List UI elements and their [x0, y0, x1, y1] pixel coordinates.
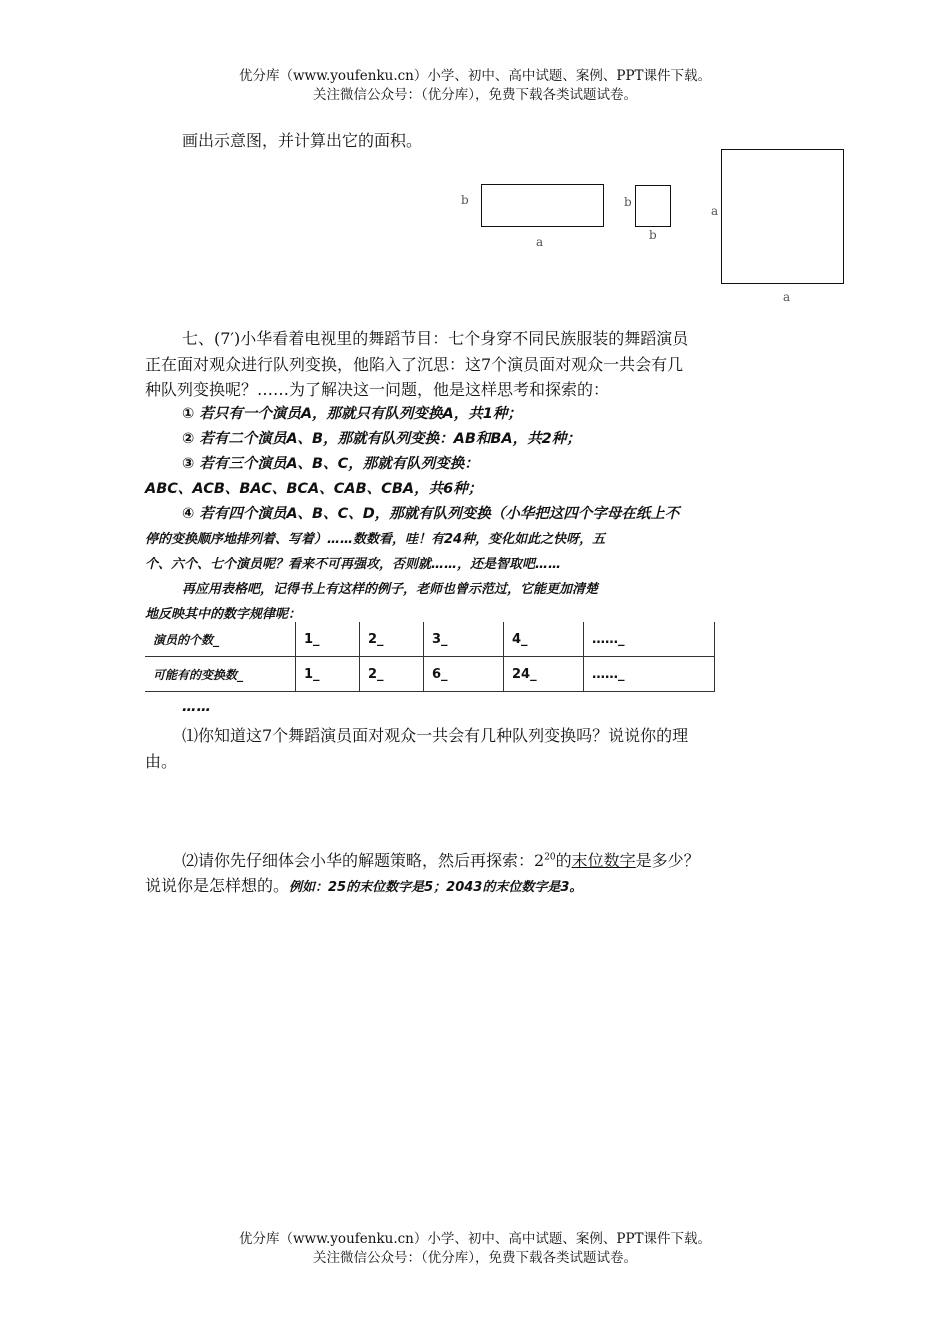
q7-paragraph-2: 正在面对观众进行队列变换，他陷入了沉思：这7个演员面对观众一共会有几 [145, 355, 684, 374]
sub-question-2-end: 是多少？ [635, 851, 700, 870]
example-text: 例如：25的末位数字是5；2043的末位数字是3。 [289, 880, 583, 895]
page-footer [0, 1230, 950, 1268]
table-cell: 1_ [296, 622, 360, 657]
table-cell: 1_ [296, 657, 360, 692]
table-row [145, 622, 715, 657]
footer-line-2: 关注微信公众号：（优分库），免费下载各类试题试卷。 [313, 1250, 637, 1266]
last-digit-term: 末位数字 [571, 851, 636, 870]
q7-step-4: ④ 若有四个演员A、B、C、D，那就有队列变换（小华把这四个字母在纸上不 [182, 506, 680, 522]
q7-step-2: ② 若有二个演员A、B，那就有队列变换：AB和BA，共2种； [182, 431, 581, 447]
q7-paragraph-3: 种队列变换呢？……为了解决这一问题，他是这样思考和探索的： [145, 380, 610, 399]
page-header [0, 67, 950, 105]
sub-question-2-mid: 的 [555, 851, 572, 870]
table-cell: 可能有的变换数_ [145, 657, 296, 692]
q7-step-3: ③ 若有三个演员A、B、C，那就有队列变换： [182, 456, 479, 472]
table-cell: ……_ [584, 622, 715, 657]
q7-step-5: 再应用表格吧，记得书上有这样的例子，老师也曾示范过，它能更加清楚 [182, 582, 599, 597]
label-a-rect: a [536, 235, 544, 249]
label-b-small-bottom: b [649, 228, 657, 242]
q7-step-1: ① 若只有一个演员A，那就只有队列变换A，共1种； [182, 406, 522, 422]
after-table-ellipsis: …… [182, 699, 211, 715]
sub-question-2 [182, 848, 700, 871]
intro-text: 画出示意图，并计算出它的面积。 [182, 131, 423, 150]
q7-paragraph-1: 七、(7′)小华看着电视里的舞蹈节目：七个身穿不同民族服装的舞蹈演员 [182, 329, 689, 348]
header-line-2: 关注微信公众号：（优分库），免费下载各类试题试卷。 [313, 87, 637, 103]
q7-step-4-cont: 停的变换顺序地排列着、写着）……数数看，哇！有24种，变化如此之快呀，五 [145, 532, 606, 547]
q7-step-3-list: ABC、ACB、BAC、BCA、CAB、CBA，共6种； [145, 481, 483, 497]
sub-question-2-text: ⑵请你先仔细体会小华的解题策略，然后再探索：2 [182, 851, 545, 870]
q7-step-4-cont2: 个、六个、七个演员呢？看来不可再强攻，否则就……，还是智取吧…… [145, 557, 562, 572]
table-cell: 6_ [424, 657, 504, 692]
rectangle-shape [481, 184, 604, 227]
table-cell: 演员的个数_ [145, 622, 296, 657]
table-cell: 2_ [360, 657, 424, 692]
table-cell: 3_ [424, 622, 504, 657]
label-b-rect: b [461, 193, 469, 207]
q7-step-5-cont: 地反映其中的数字规律呢： [145, 607, 302, 622]
table-cell: 2_ [360, 622, 424, 657]
sub-question-2-cont [145, 873, 582, 896]
footer-line-1: 优分库（www.youfenku.cn）小学、初中、高中试题、案例、PPT课件下载。 [238, 1231, 712, 1247]
exponent: 20 [544, 852, 556, 863]
table-cell: 4_ [504, 622, 584, 657]
pattern-table [145, 622, 715, 692]
label-a-large-left: a [711, 204, 719, 218]
table-row [145, 657, 715, 692]
label-a-large-bottom: a [783, 290, 791, 304]
large-square-shape [721, 149, 844, 284]
table-cell: ……_ [584, 657, 715, 692]
small-square-shape [635, 185, 671, 227]
sub-question-1-cont: 由。 [145, 752, 178, 771]
table-cell: 24_ [504, 657, 584, 692]
sub-question-2-text-b: 说说你是怎样想的。 [145, 876, 290, 895]
label-b-small-left: b [624, 195, 632, 209]
sub-question-1: ⑴你知道这7个舞蹈演员面对观众一共会有几种队列变换吗？说说你的理 [182, 726, 689, 745]
header-line-1: 优分库（www.youfenku.cn）小学、初中、高中试题、案例、PPT课件下载。 [238, 68, 712, 84]
